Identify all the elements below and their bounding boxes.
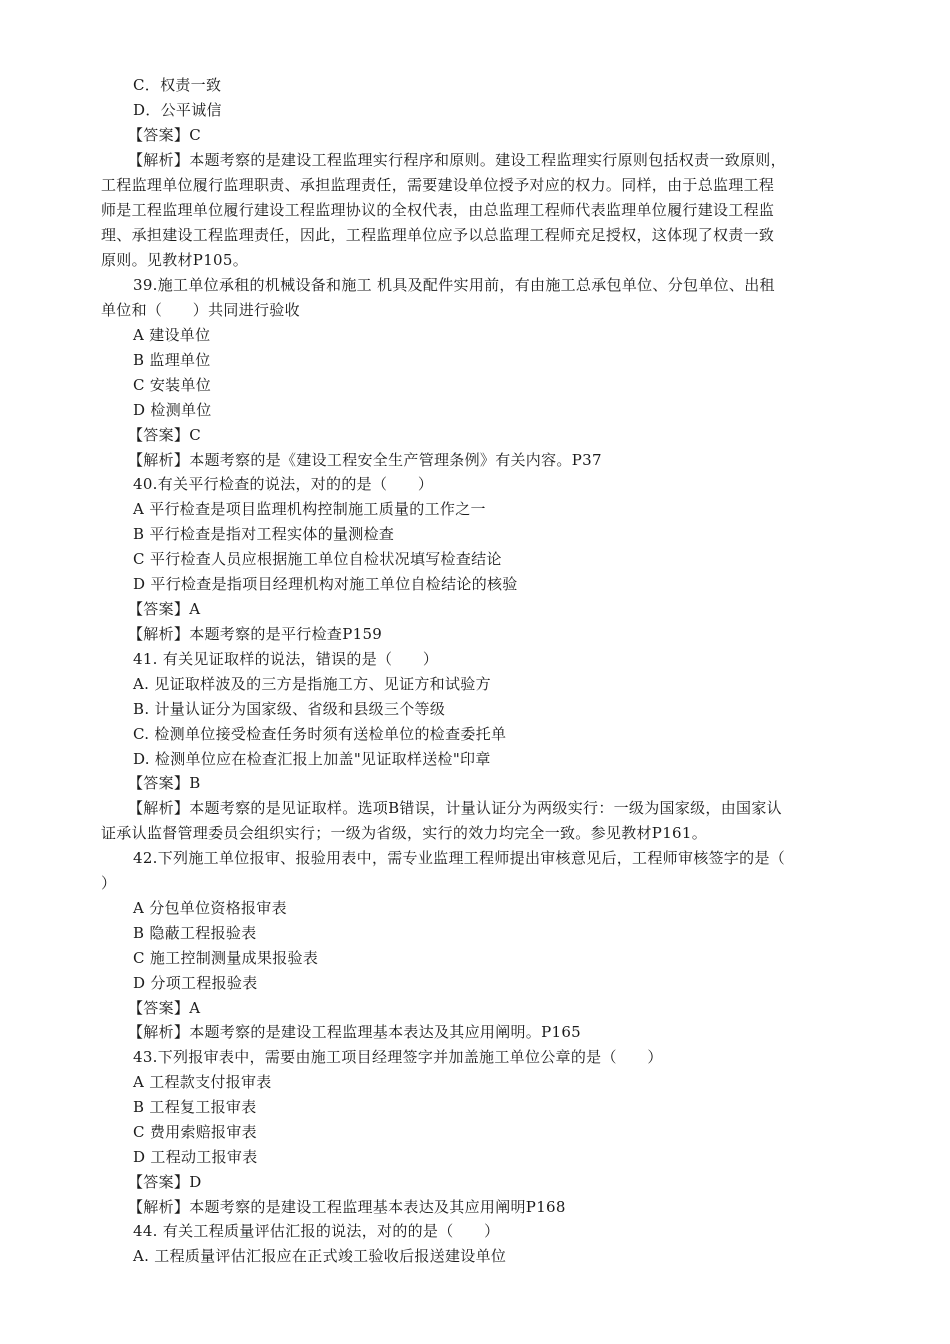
- question-line: 40.有关平行检查的说法，对的的是（ ）: [133, 475, 434, 493]
- option-line: C 平行检查人员应根据施工单位自检状况填写检查结论: [133, 550, 502, 568]
- analysis-line: 理、承担建设工程监理责任，因此，工程监理单位应予以总监理工程师充足授权，这体现了权责一致: [101, 226, 775, 244]
- question-line: 单位和（ ）共同进行验收: [101, 301, 300, 319]
- option-line: B 平行检查是指对工程实体的量测检查: [133, 525, 395, 543]
- analysis-line: 原则。见教材P105。: [101, 251, 249, 269]
- option-line: D．公平诚信: [133, 101, 222, 119]
- option-line: A 建设单位: [133, 326, 211, 344]
- option-line: D. 检测单位应在检查汇报上加盖"见证取样送检"印章: [133, 750, 491, 768]
- option-line: C. 检测单位接受检查任务时须有送检单位的检查委托单: [133, 725, 507, 743]
- option-line: D 工程动工报审表: [133, 1148, 258, 1166]
- analysis-line: 师是工程监理单位履行建设工程监理协议的全权代表，由总监理工程师代表监理单位履行建设工程监: [101, 201, 775, 219]
- answer-line: 【答案】C: [128, 126, 201, 144]
- option-line: A 分包单位资格报审表: [133, 899, 287, 917]
- option-line: D 检测单位: [133, 401, 212, 419]
- option-line: B 监理单位: [133, 351, 211, 369]
- option-line: A. 工程质量评估汇报应在正式竣工验收后报送建设单位: [133, 1247, 507, 1265]
- option-line: D 分项工程报验表: [133, 974, 258, 992]
- analysis-line: 【解析】本题考察的是建设工程监理基本表达及其应用阐明P168: [128, 1198, 566, 1216]
- option-line: C．权责一致: [133, 76, 222, 94]
- analysis-line: 【解析】本题考察的是平行检查P159: [128, 625, 383, 643]
- option-line: C 安装单位: [133, 376, 212, 394]
- question-line: 44. 有关工程质量评估汇报的说法，对的的是（ ）: [133, 1222, 500, 1240]
- answer-line: 【答案】A: [128, 600, 201, 618]
- option-line: A 平行检查是项目监理机构控制施工质量的工作之一: [133, 500, 486, 518]
- option-line: A 工程款支付报审表: [133, 1073, 272, 1091]
- option-line: B 工程复工报审表: [133, 1098, 257, 1116]
- option-line: A. 见证取样波及的三方是指施工方、见证方和试验方: [133, 675, 491, 693]
- question-line: 41. 有关见证取样的说法，错误的是（ ）: [133, 650, 439, 668]
- option-line: C 费用索赔报审表: [133, 1123, 257, 1141]
- analysis-line: 【解析】本题考察的是见证取样。选项B错误，计量认证分为两级实行：一级为国家级，由国家认: [128, 799, 782, 817]
- question-line: 42.下列施工单位报审、报验用表中，需专业监理工程师提出审核意见后，工程师审核签字的是（: [133, 849, 786, 867]
- analysis-line: 【解析】本题考察的是建设工程监理基本表达及其应用阐明。P165: [128, 1023, 582, 1041]
- option-line: B. 计量认证分为国家级、省级和县级三个等级: [133, 700, 446, 718]
- analysis-line: 工程监理单位履行监理职责、承担监理责任，需要建设单位授予对应的权力。同样，由于总监理工程: [101, 176, 775, 194]
- answer-line: 【答案】B: [128, 774, 201, 792]
- analysis-line: 【解析】本题考察的是《建设工程安全生产管理条例》有关内容。P37: [128, 451, 602, 469]
- option-line: D 平行检查是指项目经理机构对施工单位自检结论的核验: [133, 575, 518, 593]
- answer-line: 【答案】A: [128, 999, 201, 1017]
- option-line: C 施工控制测量成果报验表: [133, 949, 319, 967]
- analysis-line: 【解析】本题考察的是建设工程监理实行程序和原则。建设工程监理实行原则包括权责一致原则，: [128, 151, 786, 169]
- option-line: B 隐蔽工程报验表: [133, 924, 257, 942]
- question-line: 39.施工单位承租的机械设备和施工 机具及配件实用前，有由施工总承包单位、分包单位、出租: [133, 276, 775, 294]
- answer-line: 【答案】D: [128, 1173, 202, 1191]
- question-line: ）: [101, 874, 117, 892]
- analysis-line: 证承认监督管理委员会组织实行；一级为省级，实行的效力均完全一致。参见教材P161。: [101, 824, 708, 842]
- question-line: 43.下列报审表中，需要由施工项目经理签字并加盖施工单位公章的是（ ）: [133, 1048, 663, 1066]
- answer-line: 【答案】C: [128, 426, 201, 444]
